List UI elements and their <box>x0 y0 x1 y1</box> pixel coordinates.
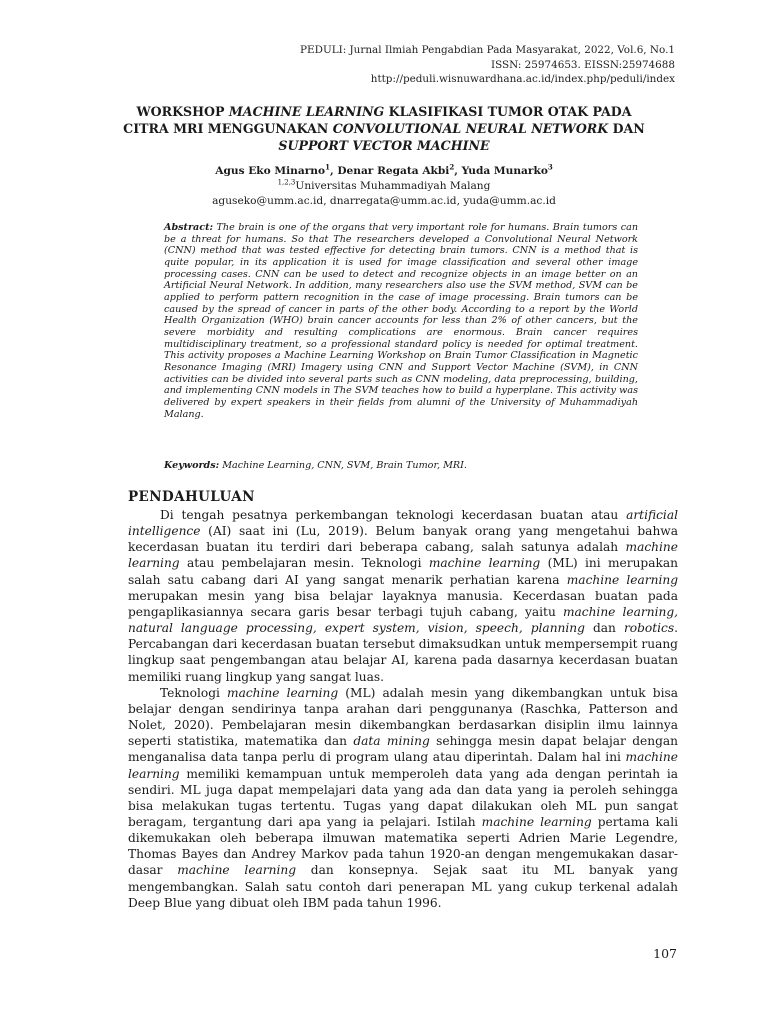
title-part: WORKSHOP <box>136 104 229 119</box>
italic-term: robotics <box>623 621 675 636</box>
italic-term: machine learning <box>177 863 297 878</box>
italic-term: machine learning, natural language processing, expert system, vision, speech, planning <box>128 604 678 636</box>
italic-term: machine learning <box>428 556 541 571</box>
author-name: Agus Eko Minarno <box>215 165 326 177</box>
text-run: . Percabangan dari kecerdasan buatan tersebut dimaksudkan untuk mempersempit ruang lingkup saat pengembangan atau belajar AI, karena pada dasarnya kecerdasan buatan memiliki ruang lingkup yang sangat luas. <box>128 621 678 684</box>
author-names <box>100 164 668 179</box>
text-run: Di tengah pesatnya perkembangan teknologi kecerdasan buatan atau <box>160 508 627 522</box>
italic-term: machine learning <box>481 814 592 829</box>
page-number: 107 <box>653 946 677 961</box>
author-superscript: 1 <box>325 162 330 172</box>
affiliation-superscript: 1,2,3 <box>277 178 296 187</box>
title-italic-part: MACHINE LEARNING <box>228 104 385 119</box>
text-run: memiliki kemampuan untuk memperoleh data yang ada dengan perintah ia sendiri. ML juga dapat mempelajari data yang ada dan data yang ia peroleh sehingga bisa melakukan tugas tertentu. Tugas yang dapat dilakukan oleh ML pun sangat beragam, tergantung dari apa yang ia pelajari. Istilah <box>128 766 678 829</box>
author-emails: aguseko@umm.ac.id, dnarregata@umm.ac.id, yuda@umm.ac.id <box>212 195 556 207</box>
title-part: KLASIFIKASI TUMOR OTAK PADA CITRA MRI MENGGUNAKAN <box>123 104 632 137</box>
italic-term: artificial intelligence <box>128 508 678 539</box>
journal-issn: ISSN: 25974653. EISSN:25974688 <box>490 58 675 71</box>
author-name: , Denar Regata Akbi <box>329 165 450 177</box>
abstract-text: The brain is one of the organs that very important role for humans. Brain tumors can be a threat for humans. So that The researchers developed a Convolutional Neural Network (CNN) method that was tested effective for detecting brain tumors. CNN is a method that is quite popular, in its application it is used for image classification and several other image processing cases. CNN can be used to detect and recognize objects in an image better on an Artificial Neural Network. In addition, many researchers also use the SVM method, SVM can be applied to perform pattern recognition in the case of image processing. Brain tumors can be caused by the spread of cancer in parts of the other body. According to a report by the World Health Organization (WHO) brain cancer accounts for less than 2% of other cancers, but the severe morbidity and resulting complications are enormous. Brain cancer requires multidisciplinary treatment, so a professional standard policy is needed for optimal treatment. This activity proposes a Machine Learning Workshop on Brain Tumor Classification in Magnetic Resonance Imaging (MRI) Imagery using CNN and Support Vector Machine (SVM), in CNN activities can be divided into several parts such as CNN modeling, data preprocessing, building, and implementing CNN models in The SVM teaches how to build a hyperplane. This activity was delivered by expert speakers in their fields from alumni of the University of Muhammadiyah Malang. <box>164 222 638 420</box>
text-run: merupakan mesin yang bisa belajar layaknya manusia. Kecerdasan buatan pada pengaplikasiannya secara garis besar terbagi tujuh cabang, yaitu <box>128 588 678 619</box>
abstract <box>164 222 638 420</box>
italic-term: machine learning <box>128 750 678 781</box>
journal-header <box>115 43 675 87</box>
paragraph-2 <box>128 685 678 911</box>
author-affiliation <box>100 179 668 194</box>
text-run: (ML) ini merupakan salah satu cabang dari AI yang sangat menarik perhatian karena <box>128 556 678 587</box>
journal-citation: PEDULI: Jurnal Ilmiah Pengabdian Pada Masyarakat, 2022, Vol.6, No.1 <box>300 44 675 56</box>
text-run: Teknologi <box>160 685 228 700</box>
section-heading: PENDAHULUAN <box>128 489 255 505</box>
journal-url: http://peduli.wisnuwardhana.ac.id/index.php/peduli/index <box>370 73 675 86</box>
abstract-label: Abstract: <box>164 222 214 233</box>
affiliation-name: Universitas Muhammadiyah Malang <box>295 180 491 192</box>
text-run: (ML) adalah mesin yang dikembangkan untuk bisa belajar dengan sendirinya tanpa arahan dari penggunanya (Raschka, Patterson and Nolet, 2020). Pembelajaran mesin dikembangkan berdasarkan disiplin ilmu lainnya seperti statistika, matematika dan <box>128 685 679 749</box>
text-run: dan <box>584 621 624 636</box>
title-italic-part: CONVOLUTIONAL NEURAL NETWORK <box>332 121 609 137</box>
author-superscript: 3 <box>547 162 553 172</box>
text-run: atau pembelajaran mesin. Teknologi <box>179 556 429 571</box>
keywords-text: Machine Learning, CNN, SVM, Brain Tumor, MRI. <box>219 460 467 471</box>
text-run: (AI) saat ini (Lu, 2019). Belum banyak orang yang mengetahui bahwa kecerdasan buatan itu terdiri dari beberapa cabang, salah satunya adalah <box>128 524 678 555</box>
title-italic-part: SUPPORT VECTOR MACHINE <box>278 138 490 154</box>
italic-term: machine learning <box>566 572 679 587</box>
keywords-label: Keywords: <box>164 460 220 471</box>
italic-term: machine learning <box>227 685 339 700</box>
author-superscript: 2 <box>449 162 455 172</box>
title-part: DAN <box>608 121 645 137</box>
paper-title <box>120 103 648 155</box>
body-text <box>128 507 678 911</box>
paragraph-1 <box>128 507 678 685</box>
author-name: , Yuda Munarko <box>454 165 548 177</box>
text-run: dan konsepnya. Sejak saat itu ML banyak yang mengembangkan. Salah satu contoh dari penerapan ML yang cukup terkenal adalah Deep Blue yang dibuat oleh IBM pada tahun 1996. <box>128 863 678 910</box>
text-run: pertama kali dikemukakan oleh beberapa ilmuwan matematika seperti Adrien Marie Legendre, Thomas Bayes dan Andrey Markov pada tahun 1920-an dengan mengemukakan dasar-dasar <box>128 814 678 878</box>
italic-term: machine learning <box>128 540 678 571</box>
keywords <box>164 460 638 472</box>
italic-term: data mining <box>353 734 430 749</box>
text-run: sehingga mesin dapat belajar dengan menganalisa data tanpa perlu di program ulang atau diperintah. Dalam hal ini <box>128 734 678 765</box>
author-block <box>100 164 668 209</box>
